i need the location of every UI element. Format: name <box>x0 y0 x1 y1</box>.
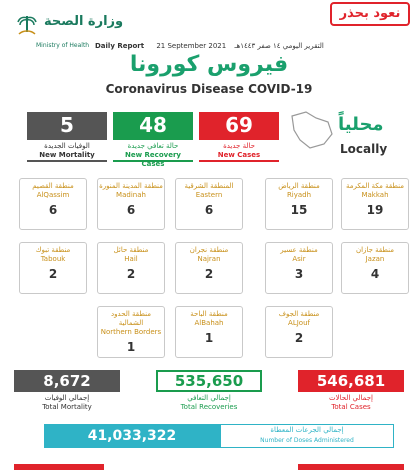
region-card <box>175 306 243 358</box>
region-name-ar: منطقة الباحة <box>190 310 228 318</box>
total-recoveries-value: 535,650 <box>156 370 262 392</box>
region-value: 2 <box>294 331 304 345</box>
report-line <box>95 42 395 50</box>
region-name-ar: منطقة القصيم <box>32 182 74 190</box>
region-name-ar: منطقة المدينة المنورة <box>99 182 163 190</box>
saudi-map-icon <box>286 108 336 152</box>
region-value: 2 <box>204 267 214 281</box>
total-recoveries-label-en: Total Recoveries <box>180 403 238 411</box>
logo-english-text: Ministry of Health <box>36 42 90 49</box>
new-mortality-value: 5 <box>60 113 74 137</box>
region-card <box>265 306 333 358</box>
local-label-english: Locally <box>340 142 388 156</box>
total-recoveries-box <box>156 370 262 412</box>
region-card <box>97 242 165 294</box>
region-name-en: Makkah <box>361 191 389 199</box>
new-recovery-label-en: New Recovery Cases <box>125 151 181 168</box>
region-name-ar: المنطقة الشرقية <box>184 182 234 190</box>
logo-arabic-text: وزارة الصحة <box>44 14 124 29</box>
new-recovery-box <box>113 112 193 168</box>
region-name-en: Hail <box>124 255 138 263</box>
region-name-en: Riyadh <box>286 191 312 199</box>
doses-label <box>220 424 394 448</box>
report-date: 21 September 2021 <box>156 42 227 50</box>
total-mortality-value: 8,672 <box>14 370 120 392</box>
doses-label-en: Number of Doses Administered <box>260 437 354 444</box>
region-name-ar: منطقة عسير <box>280 246 318 254</box>
region-card <box>175 178 243 230</box>
region-card <box>341 178 409 230</box>
total-recoveries-label-ar: إجمالي التعافي <box>187 394 231 402</box>
region-name-en: Northern Borders <box>100 328 162 336</box>
doses-value: 41,033,322 <box>44 424 220 448</box>
region-name-en: Asir <box>292 255 306 263</box>
region-value: 6 <box>204 203 214 217</box>
region-value: 19 <box>366 203 384 217</box>
region-name-en: AlQassim <box>36 191 70 199</box>
region-name-en: Tabouk <box>40 255 66 263</box>
report-label-ar: التقرير اليومي ١٤ صفر ١٤٤٣هـ <box>234 42 324 50</box>
region-name-en: Jazan <box>365 255 385 263</box>
region-name-en: ALJouf <box>288 319 310 327</box>
total-mortality-box <box>14 370 120 412</box>
page-title-arabic: فيروس كورونا <box>129 52 289 77</box>
total-cases-label-ar: إجمالي الحالات <box>329 394 373 402</box>
cropped-red-block <box>14 464 104 470</box>
report-label-en: Daily Report <box>95 42 145 50</box>
page-title-english: Coronavirus Disease COVID-19 <box>105 82 313 96</box>
campaign-badge: نعود بحذر <box>330 2 410 26</box>
palm-emblem-icon <box>14 12 40 38</box>
region-card <box>265 178 333 230</box>
region-value: 6 <box>48 203 58 217</box>
new-recovery-value: 48 <box>139 113 167 137</box>
region-name-ar: منطقة نجران <box>189 246 229 254</box>
region-value: 1 <box>126 340 136 354</box>
region-name-en: Eastern <box>195 191 223 199</box>
region-card <box>175 242 243 294</box>
region-value: 2 <box>48 267 58 281</box>
new-cases-label-en: New Cases <box>217 151 261 159</box>
region-name-ar: منطقة حائل <box>113 246 149 254</box>
local-label-arabic: محلياً <box>338 114 384 135</box>
doses-bar <box>44 424 394 448</box>
region-card <box>19 242 87 294</box>
region-name-ar: منطقة جازان <box>355 246 395 254</box>
region-value: 2 <box>126 267 136 281</box>
total-mortality-label-en: Total Mortality <box>42 403 92 411</box>
region-name-ar: منطقة الرياض <box>278 182 320 190</box>
doses-label-ar: إجمالي الجرعات المعطاة <box>270 426 344 434</box>
region-card <box>19 178 87 230</box>
total-cases-value: 546,681 <box>298 370 404 392</box>
region-card <box>265 242 333 294</box>
total-cases-box <box>298 370 404 412</box>
region-name-ar: منطقة الحدود الشمالية <box>111 310 151 327</box>
region-value: 15 <box>290 203 308 217</box>
new-mortality-label-en: New Mortality <box>39 151 95 159</box>
cropped-red-block <box>298 464 404 470</box>
region-name-ar: منطقة الجوف <box>278 310 320 318</box>
new-cases-box <box>199 112 279 162</box>
new-mortality-box <box>27 112 107 162</box>
region-name-en: AlBahah <box>194 319 224 327</box>
region-name-en: Najran <box>197 255 221 263</box>
region-value: 4 <box>370 267 380 281</box>
region-value: 3 <box>294 267 304 281</box>
total-cases-label-en: Total Cases <box>331 403 371 411</box>
total-mortality-label-ar: إجمالي الوفيات <box>44 394 90 402</box>
region-name-en: Madinah <box>116 191 146 199</box>
region-value: 1 <box>204 331 214 345</box>
new-mortality-label-ar: الوفيات الجديدة <box>44 142 90 150</box>
new-recovery-label-ar: حالة تعافي جديدة <box>127 142 179 150</box>
region-name-ar: منطقة تبوك <box>35 246 71 254</box>
region-card <box>97 306 165 358</box>
region-card <box>341 242 409 294</box>
new-cases-label-ar: حالة جديدة <box>223 142 255 150</box>
region-name-ar: منطقة مكة المكرمة <box>345 182 405 190</box>
region-card <box>97 178 165 230</box>
bottom-cropped-strip <box>0 458 418 470</box>
region-value: 6 <box>126 203 136 217</box>
new-cases-value: 69 <box>225 113 253 137</box>
